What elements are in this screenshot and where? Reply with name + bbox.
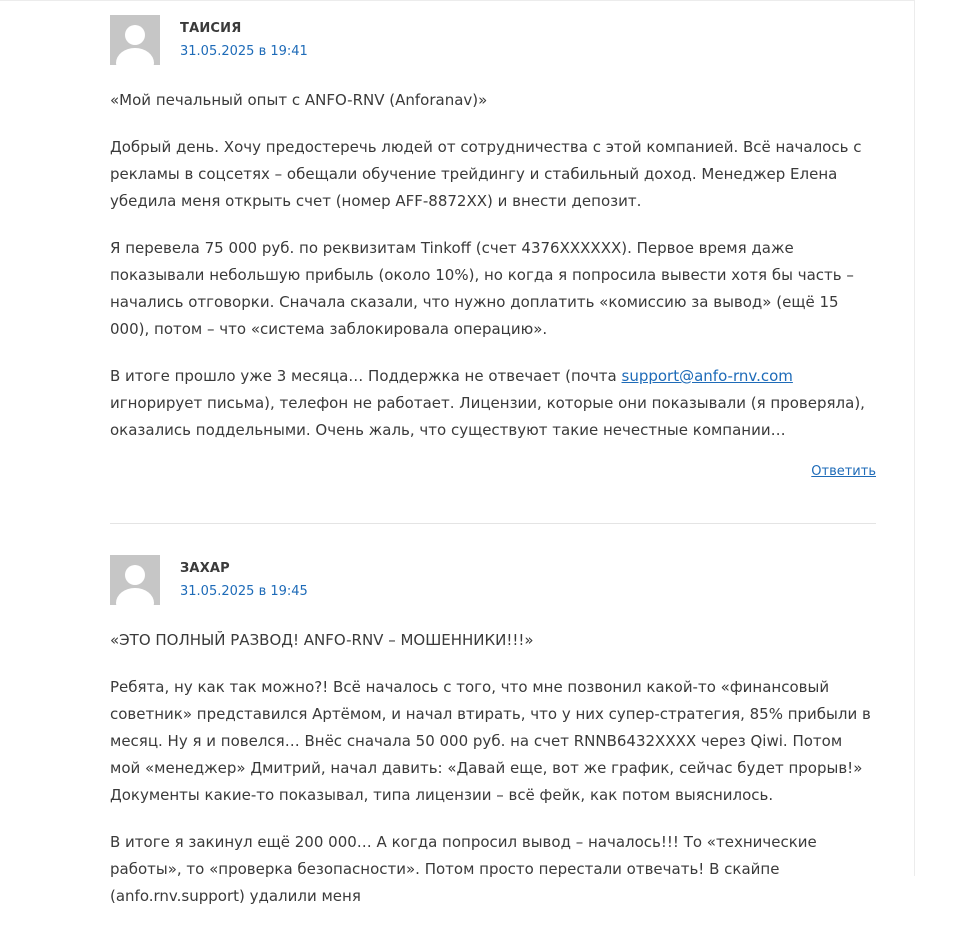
comment-paragraph: В итоге я закинул ещё 200 000… А когда попросил вывод – началось!!! То «технические работы», то «проверка безопасности». Потом просто перестали отвечать! В скайпе (anfo.rnv.support) удалили меня bbox=[110, 833, 817, 905]
paragraph-text: В итоге прошло уже 3 месяца… Поддержка не отвечает (почта bbox=[110, 367, 622, 385]
reply-container bbox=[110, 464, 876, 479]
comment-header bbox=[110, 555, 876, 607]
comment-body bbox=[110, 87, 876, 444]
comment-author: ТАИСИЯ bbox=[180, 21, 242, 36]
comment-divider bbox=[110, 523, 876, 524]
comment-paragraph: «Мой печальный опыт с ANFO-RNV (Anforanav)» bbox=[110, 91, 488, 109]
comment-date-link[interactable]: 31.05.2025 в 19:45 bbox=[180, 584, 308, 599]
paragraph-text: игнорирует письма), телефон не работает. Лицензии, которые они показывали (я проверяла), оказались поддельными. Очень жаль, что существуют такие нечестные компании… bbox=[110, 394, 865, 439]
comment-date-link[interactable]: 31.05.2025 в 19:41 bbox=[180, 44, 308, 59]
comment-author: ЗАХАР bbox=[180, 561, 230, 576]
avatar bbox=[110, 15, 160, 65]
comment-paragraph: Ребята, ну как так можно?! Всё началось с того, что мне позвонил какой-то «финансовый советник» представился Артёмом, и начал втирать, что у них супер-стратегия, 85% прибыли в месяц. Ну я и повелся… Внёс сначала 50 000 руб. на счет RNNB6432XXXX через Qiwi. Потом мой «менеджер» Дмитрий, начал давить: «Давай еще, вот же график, сейчас будет прорыв!» Документы какие-то показывал, типа лицензии – всё фейк, как потом выяснилось. bbox=[110, 678, 871, 804]
default-avatar-icon bbox=[110, 15, 160, 65]
comment-paragraph bbox=[110, 363, 876, 444]
comment bbox=[110, 15, 876, 479]
content-right-border bbox=[914, 0, 915, 876]
avatar bbox=[110, 555, 160, 605]
comment-body bbox=[110, 627, 876, 910]
comment-header bbox=[110, 15, 876, 67]
reply-link[interactable]: Ответить bbox=[811, 464, 876, 479]
comment-paragraph: Я перевела 75 000 руб. по реквизитам Tinkoff (счет 4376XXXXXX). Первое время даже показывали небольшую прибыль (около 10%), но когда я попросила вывести хотя бы часть – начались отговорки. Сначала сказали, что нужно доплатить «комиссию за вывод» (ещё 15 000), потом – что «система заблокировала операцию». bbox=[110, 239, 854, 338]
comment-paragraph: «ЭТО ПОЛНЫЙ РАЗВОД! ANFO-RNV – МОШЕННИКИ!!!» bbox=[110, 631, 534, 649]
comment bbox=[110, 555, 876, 930]
comment-paragraph: Добрый день. Хочу предостеречь людей от сотрудничества с этой компанией. Всё началось с рекламы в соцсетях – обещали обучение трейдингу и стабильный доход. Менеджер Елена убедила меня открыть счет (номер AFF-8872XX) и внести депозит. bbox=[110, 138, 862, 210]
top-border bbox=[0, 0, 914, 1]
support-email-link[interactable]: support@anfo-rnv.com bbox=[621, 367, 793, 385]
default-avatar-icon bbox=[110, 555, 160, 605]
